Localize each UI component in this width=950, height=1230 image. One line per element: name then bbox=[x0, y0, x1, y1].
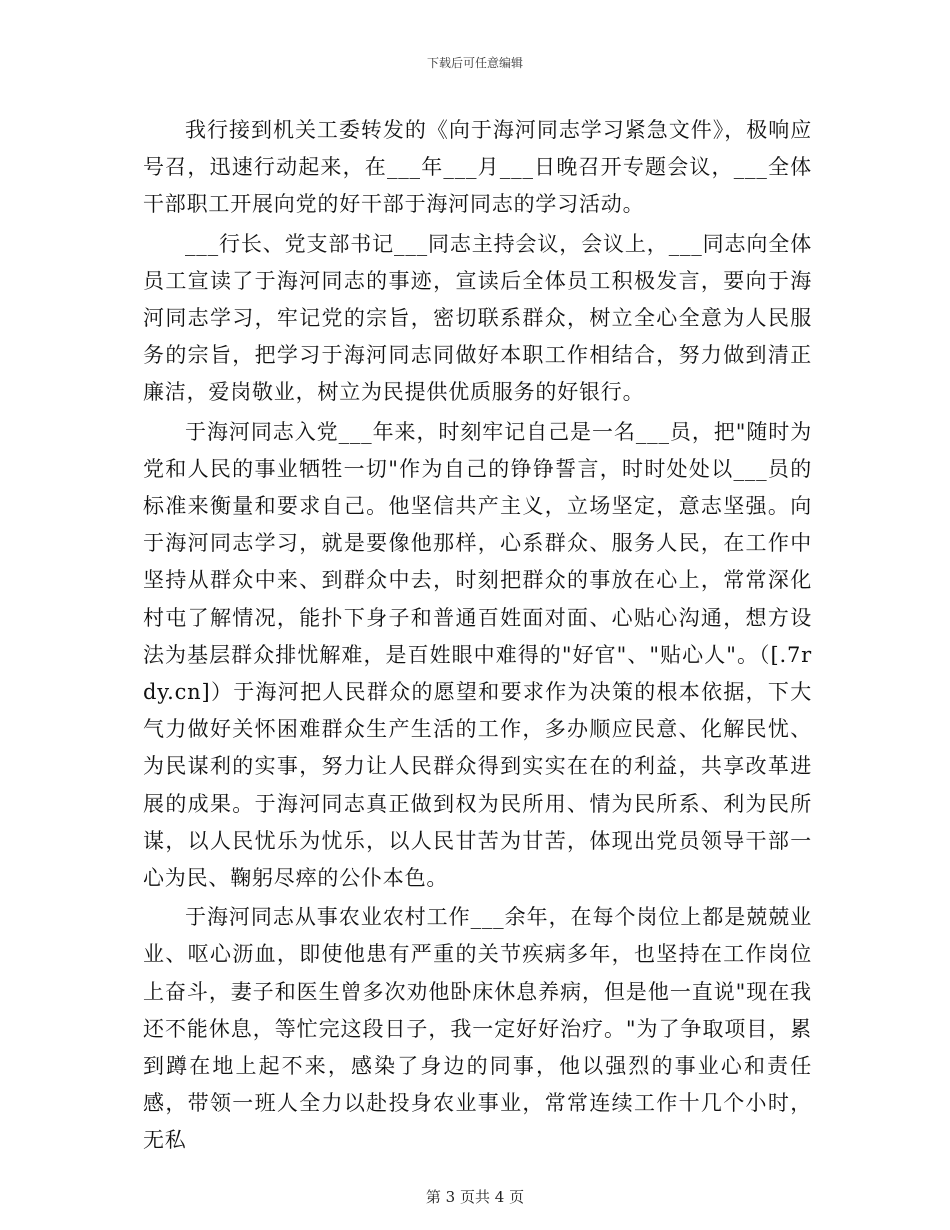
paragraph-1: 我行接到机关工委转发的《向于海河同志学习紧急文件》，极响应号召，迅速行动起来，在___年___月___日晚召开专题会议，___全体干部职工开展向党的好干部于海河同志的学习活动。 bbox=[143, 118, 812, 217]
document-body bbox=[143, 112, 812, 1162]
paragraph-4: 于海河同志从事农业农村工作___余年，在每个岗位上都是兢兢业业、呕心沥血，即使他患有严重的关节疾病多年，也坚持在工作岗位上奋斗，妻子和医生曾多次劝他卧床休息养病，但是他一直说"现在我还不能休息，等忙完这段日子，我一定好好治疗。"为了争取项目，累到蹲在地上起不来，感染了身边的同事，他以强烈的事业心和责任感，带领一班人全力以赴投身农业事业，常常连续工作十几个小时，无私 bbox=[143, 905, 812, 1153]
paragraph-2: ___行长、党支部书记___同志主持会议，会议上，___同志向全体员工宣读了于海河同志的事迹，宣读后全体员工积极发言，要向于海河同志学习，牢记党的宗旨，密切联系群众，树立全心全意为人民服务的宗旨，把学习于海河同志同做好本职工作相结合，努力做到清正廉洁，爱岗敬业，树立为民提供优质服务的好银行。 bbox=[143, 231, 812, 405]
page-header: 下载后可任意编辑 bbox=[426, 56, 523, 70]
page-footer: 第 3 页共 4 页 bbox=[425, 1188, 525, 1206]
paragraph-3: 于海河同志入党___年来，时刻牢记自己是一名___员，把"随时为党和人民的事业牺牲一切"作为自己的铮铮誓言，时时处处以___员的标准来衡量和要求自己。他坚信共产主义，立场坚定，意志坚强。向于海河同志学习，就是要像他那样，心系群众、服务人民，在工作中坚持从群众中来、到群众中去，时刻把群众的事放在心上，常常深化村屯了解情况，能扑下身子和普通百姓面对面、心贴心沟通，想方设法为基层群众排忧解难，是百姓眼中难得的"好官"、"贴心人"。（[.7rdy.cn]）于海河把人民群众的愿望和要求作为决策的根本依据，下大气力做好关怀困难群众生产生活的工作，多办顺应民意、化解民忧、为民谋利的实事，努力让人民群众得到实实在在的利益，共享改革进展的成果。于海河同志真正做到权为民所用、情为民所系、利为民所谋，以人民忧乐为忧乐，以人民甘苦为甘苦，体现出党员领导干部一心为民、鞠躬尽瘁的公仆本色。 bbox=[143, 419, 812, 891]
